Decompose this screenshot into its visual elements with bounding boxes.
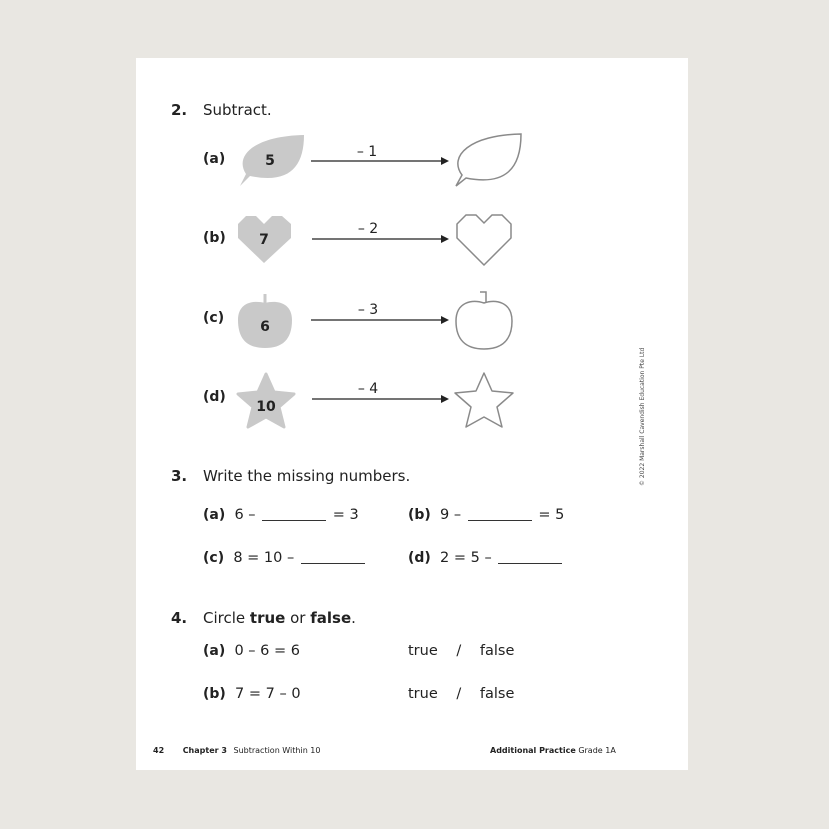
q4b-statement: 7 = 7 – 0: [235, 686, 301, 702]
q4a-label: (a): [203, 643, 226, 659]
answer-blank[interactable]: [262, 519, 326, 521]
q4a-option-false[interactable]: false: [479, 643, 515, 659]
q3c-item: [203, 550, 367, 566]
q4-instruction-prefix: Circle: [203, 609, 246, 627]
q4-instruction-or: or: [290, 609, 306, 627]
q3c-label: (c): [203, 550, 225, 566]
q4a-item: [203, 643, 300, 659]
q3a-label: (a): [203, 507, 226, 523]
q4b-item: [203, 686, 301, 702]
answer-blank[interactable]: [468, 519, 532, 521]
q2a-operation: – 1: [356, 144, 378, 160]
q3a-before: 6 –: [234, 507, 256, 523]
q2-instruction: Subtract.: [203, 101, 272, 119]
q3d-item: [408, 550, 564, 566]
q4b-label: (b): [203, 686, 226, 702]
star-outline-shape: [455, 373, 513, 427]
q4-instruction-false: false: [310, 609, 352, 627]
q2-row-d: [136, 58, 688, 770]
q4a-separator: /: [456, 643, 462, 659]
q2a-value: 5: [265, 153, 275, 169]
q2c-operation: – 3: [357, 302, 379, 318]
footer-book: Additional Practice: [490, 746, 576, 755]
q3b-item: [408, 507, 564, 523]
q2b-value: 7: [259, 232, 269, 248]
q2d-operation: – 4: [357, 381, 379, 397]
q3-number: 3.: [171, 467, 188, 485]
q3-instruction: Write the missing numbers.: [203, 467, 411, 485]
q2d-value: 10: [256, 399, 276, 415]
q2c-value: 6: [260, 319, 270, 335]
page-number: 42: [153, 746, 165, 755]
arrow-head: [441, 395, 449, 403]
worksheet-page: [136, 58, 688, 770]
answer-blank[interactable]: [301, 562, 365, 564]
footer-chapter-title: Subtraction Within 10: [233, 746, 321, 755]
q4a-statement: 0 – 6 = 6: [234, 643, 300, 659]
q4-number: 4.: [171, 609, 188, 627]
q3b-after: = 5: [538, 507, 565, 523]
q3b-label: (b): [408, 507, 431, 523]
copyright-notice: © 2022 Marshall Cavendish Education Pte Ltd: [639, 347, 646, 486]
answer-blank[interactable]: [498, 562, 562, 564]
q4a-options: [408, 643, 514, 659]
q4b-option-true[interactable]: true: [408, 686, 438, 702]
q2b-label: (b): [203, 230, 226, 246]
q3a-after: = 3: [332, 507, 359, 523]
q2c-label: (c): [203, 310, 225, 326]
q4a-option-true[interactable]: true: [408, 643, 438, 659]
footer-right: [490, 746, 616, 755]
q3c-before: 8 = 10 –: [233, 550, 295, 566]
q4-instruction-true: true: [249, 609, 286, 627]
q2a-label: (a): [203, 151, 226, 167]
q3a-item: [203, 507, 359, 523]
q3d-label: (d): [408, 550, 431, 566]
footer-chapter: Chapter 3: [182, 746, 227, 755]
footer-grade: Grade 1A: [578, 746, 616, 755]
footer-left: [153, 746, 320, 755]
q2b-operation: – 2: [357, 221, 379, 237]
q2-number: 2.: [171, 101, 188, 119]
q4b-separator: /: [456, 686, 462, 702]
q3b-before: 9 –: [440, 507, 462, 523]
q3d-before: 2 = 5 –: [440, 550, 492, 566]
q4b-options: [408, 686, 514, 702]
q4-instruction: [203, 609, 356, 627]
q2d-label: (d): [203, 389, 226, 405]
q4b-option-false[interactable]: false: [479, 686, 515, 702]
q4-instruction-end: .: [351, 609, 356, 627]
